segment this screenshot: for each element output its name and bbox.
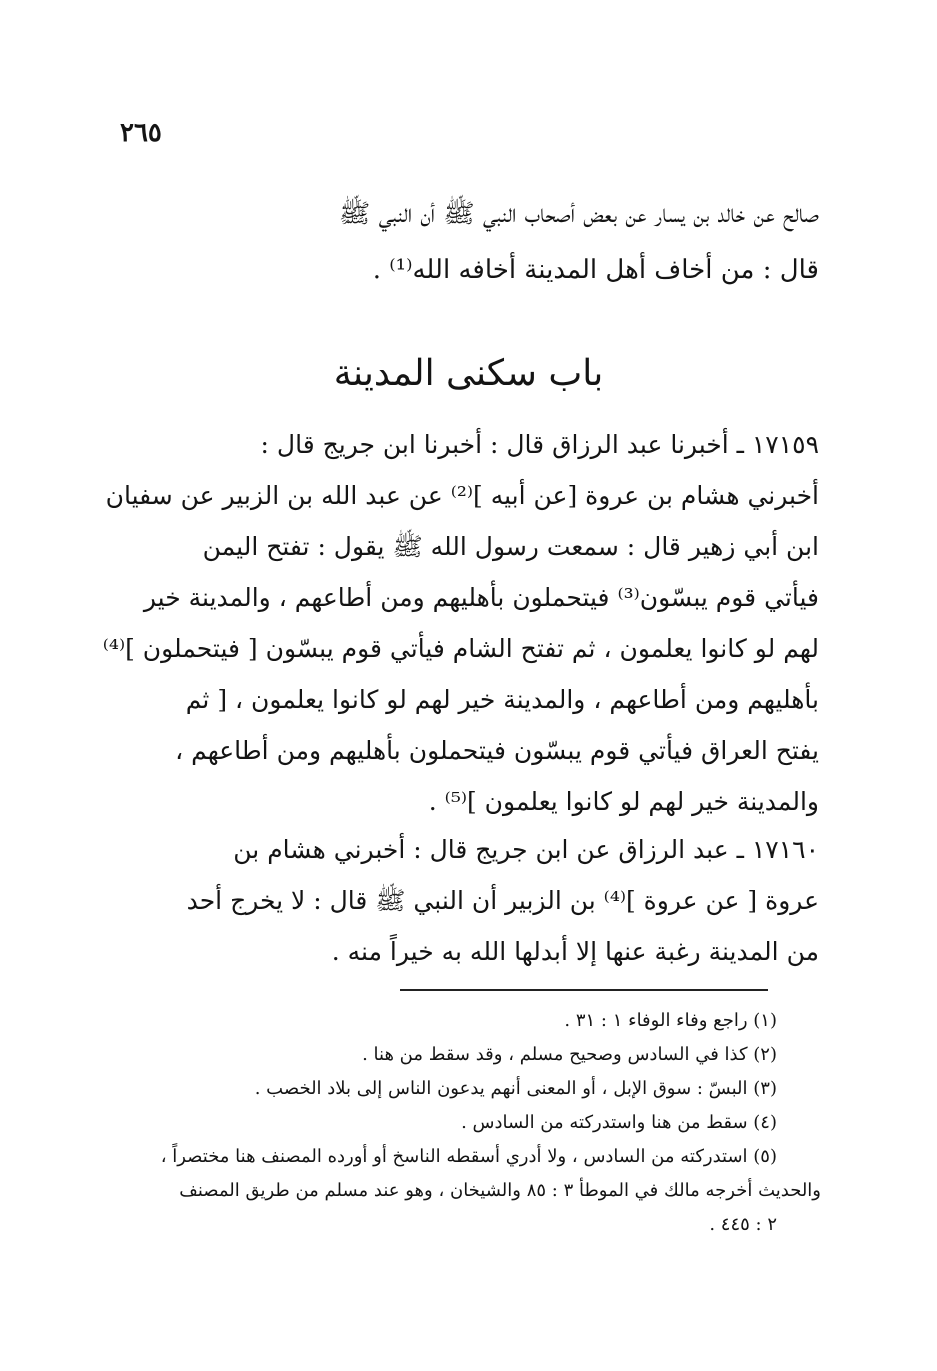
footnote-5: (٥) استدركته من السادس ، ولا أدري أسقطه الناسخ أو أورده المصنف هنا مختصراً ، [160, 1146, 777, 1167]
hadith-line: أخبرني هشام بن عروة [عن أبيه ]⁽²⁾ عن عبد الله بن الزبير عن سفيان [105, 481, 819, 510]
hadith-line: ابن أبي زهير قال : سمعت رسول الله ﷺ يقول : تفتح اليمن [202, 532, 819, 561]
hadith-line: بأهليهم ومن أطاعهم ، والمدينة خير لهم لو كانوا يعلمون ، [ ثم [185, 685, 819, 714]
hadith-line: لهم لو كانوا يعلمون ، ثم تفتح الشام فيأتي قوم يبسّون [ فيتحملون ]⁽⁴⁾ [102, 634, 819, 663]
intro-paragraph [100, 186, 819, 298]
chapter-title: باب سكنى المدينة [333, 353, 604, 394]
hadith-line: يفتح العراق فيأتي قوم يبسّون فيتحملون بأهليهم ومن أطاعهم ، [175, 736, 819, 765]
hadith-line: من المدينة رغبة عنها إلا أبدلها الله به خيراً منه . [331, 937, 819, 966]
footnote-5-continuation: والحديث أخرجه مالك في الموطأ ٣ : ٨٥ والشيخان ، وهو عند مسلم من طريق المصنف [179, 1180, 821, 1201]
intro-line: صالح عن خالد بن يسار عن بعض أصحاب النبي ﷺ أن النبي ﷺ [338, 199, 819, 229]
hadith-17160 [100, 824, 819, 977]
intro-line: قال : من أخاف أهل المدينة أخافه الله⁽¹⁾ . [372, 255, 819, 285]
footnote-2: (٢) كذا في السادس وصحيح مسلم ، وقد سقط من هنا . [362, 1044, 777, 1065]
hadith-line: فيأتي قوم يبسّون⁽³⁾ فيتحملون بأهليهم ومن أطاعهم ، والمدينة خير [143, 583, 819, 612]
hadith-line: عروة [ عن عروة ]⁽⁴⁾ بن الزبير أن النبي ﷺ قال : لا يخرج أحد [186, 886, 819, 915]
hadith-17159 [100, 419, 819, 827]
footnote-3: (٣) البسّ : سوق الإبل ، أو المعنى أنهم يدعون الناس إلى بلاد الخصب . [254, 1078, 777, 1099]
footnote-divider [400, 989, 768, 991]
hadith-line: والمدينة خير لهم لو كانوا يعلمون ]⁽⁵⁾ . [428, 787, 819, 816]
footnote-5-continuation: ٢ : ٤٤٥ . [709, 1214, 777, 1235]
footnote-1: (١) راجع وفاء الوفاء ١ : ٣١ . [564, 1010, 777, 1031]
footnote-4: (٤) سقط من هنا واستدركته من السادس . [461, 1112, 777, 1133]
hadith-line: ١٧١٦٠ ـ عبد الرزاق عن ابن جريج قال : أخبرني هشام بن [233, 835, 819, 864]
page-number: ٢٦٥ [120, 118, 162, 148]
footnotes [100, 1004, 821, 1242]
hadith-line: ١٧١٥٩ ـ أخبرنا عبد الرزاق قال : أخبرنا ابن جريج قال : [260, 430, 819, 459]
